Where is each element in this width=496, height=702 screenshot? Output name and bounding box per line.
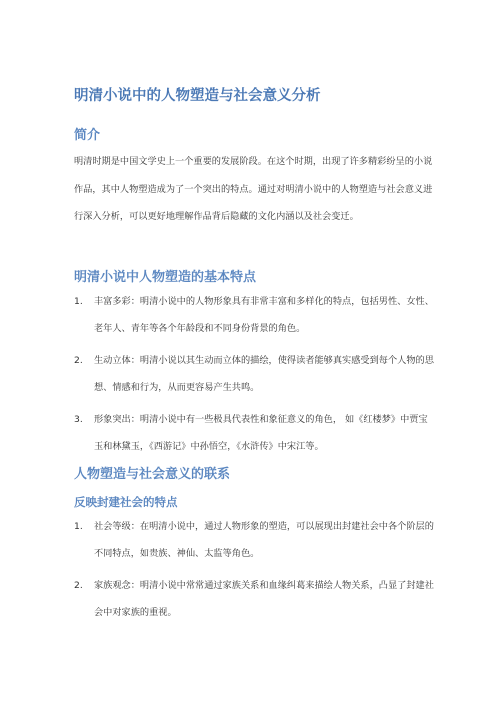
list-item-text: 形象突出：明清小说中有一些极具代表性和象征意义的角色， 如《红楼梦》中贾宝玉和林黛玉，《西游记》中孙悟空，《水浒传》中宋江等。: [94, 414, 428, 452]
list-item-text: 家族观念：明清小说中常常通过家族关系和血缘纠葛来描绘人物关系，凸显了封建社会中对家族的重视。: [94, 580, 434, 618]
list-item: [74, 513, 434, 567]
relation-list: [74, 513, 434, 631]
section-heading-features: 明清小说中人物塑造的基本特点: [74, 270, 257, 285]
list-item: [74, 288, 434, 342]
list-item-number: 2.: [74, 580, 83, 591]
list-item-number: 3.: [74, 414, 83, 425]
list-item-text: 生动立体：明清小说以其生动而立体的描绘，使得读者能够真实感受到每个人物的思想、情感和行为，从而更容易产生共鸣。: [94, 355, 434, 393]
document-title: 明清小说中的人物塑造与社会意义分析: [74, 88, 321, 104]
list-item-text: 丰富多彩：明清小说中的人物形象具有非常丰富和多样化的特点，包括男性、女性、老年人、青年等各个年龄段和不同身份背景的角色。: [94, 296, 434, 334]
list-item-number: 2.: [74, 355, 83, 366]
list-item: [74, 347, 434, 401]
intro-paragraph: 明清时期是中国文学史上一个重要的发展阶段。在这个时期，出现了许多精彩纷呈的小说作品，其中人物塑造成为了一个突出的特点。通过对明清小说中的人物塑造与社会意义进行深入分析，可以更好地理解作品背后隐藏的文化内涵以及社会变迁。: [74, 156, 433, 222]
section-heading-relation: 人物塑造与社会意义的联系: [74, 467, 231, 482]
list-item: [74, 572, 434, 626]
subsection-heading-feudal: 反映封建社会的特点: [74, 495, 178, 509]
section-heading-intro: 简介: [74, 128, 101, 143]
list-item-number: 1.: [74, 521, 83, 532]
list-item-text: 社会等级：在明清小说中，通过人物形象的塑造，可以展现出封建社会中各个阶层的不同特点，如贵族、神仙、太监等角色。: [94, 521, 434, 559]
features-list: [74, 288, 434, 465]
list-item: [74, 406, 434, 460]
list-item-number: 1.: [74, 296, 83, 307]
